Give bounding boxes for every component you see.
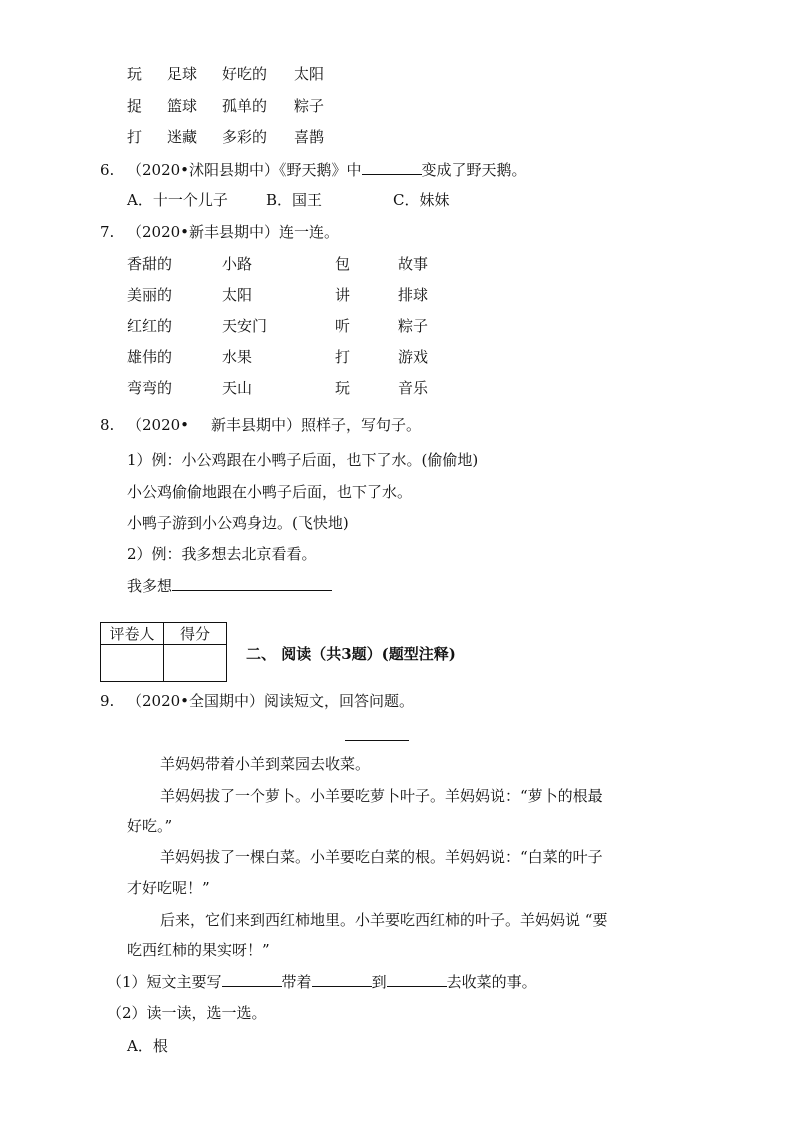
answer-blank[interactable] [362, 160, 422, 175]
word: 足球 [167, 65, 198, 83]
question-number: 7. [100, 223, 115, 241]
title-blank[interactable] [345, 740, 409, 741]
sub1-part: 到 [371, 973, 387, 991]
question-stem [127, 160, 527, 180]
example-1-answer: 小公鸡偷偷地跟在小鸭子后面，也下了水。 [127, 483, 413, 501]
sub1-part: 带着 [281, 973, 312, 991]
word: 红红的 [127, 317, 173, 335]
answer-blank[interactable] [387, 972, 447, 987]
question-stem [127, 415, 421, 435]
word: 排球 [398, 286, 429, 304]
word: 玩 [127, 65, 143, 83]
word: 音乐 [398, 379, 429, 397]
question-number: 9. [100, 692, 115, 710]
word: 游戏 [398, 348, 429, 366]
passage-line: 羊妈妈拔了一棵白菜。小羊要吃白菜的根。羊妈妈说：“白菜的叶子 [160, 848, 603, 866]
word: 打 [127, 128, 143, 146]
word: 小路 [222, 255, 253, 273]
passage-line: 吃西红柿的果实呀！” [127, 941, 270, 959]
word: 孤单的 [222, 97, 268, 115]
sub1-part: 去收菜的事。 [446, 973, 537, 991]
word: 雄伟的 [127, 348, 173, 366]
word: 香甜的 [127, 255, 173, 273]
section-2-title: 二、 阅读（共3题）(题型注释) [246, 645, 456, 663]
score-box-header-score: 得分 [164, 623, 227, 645]
word: 包 [335, 255, 351, 273]
question-number: 6. [100, 161, 115, 179]
question-stem: （2020•新丰县期中）连一连。 [127, 223, 340, 241]
task-2 [127, 576, 332, 596]
answer-blank[interactable] [172, 576, 332, 591]
word: 听 [335, 317, 351, 335]
word: 捉 [127, 97, 143, 115]
option-a[interactable]: A．根 [127, 1037, 168, 1055]
word: 玩 [335, 379, 351, 397]
score-cell[interactable] [164, 645, 227, 682]
word: 粽子 [294, 97, 325, 115]
word: 讲 [335, 286, 351, 304]
sub1-part: （1）短文主要写 [107, 973, 222, 991]
score-box [100, 622, 227, 682]
question-number: 8. [100, 416, 115, 434]
example-2: 2）例：我多想去北京看看。 [127, 545, 317, 563]
word: 太阳 [222, 286, 253, 304]
word: 好吃的 [222, 65, 268, 83]
word: 天山 [222, 379, 253, 397]
word: 弯弯的 [127, 379, 173, 397]
passage-line: 羊妈妈带着小羊到菜园去收菜。 [160, 755, 371, 773]
word: 天安门 [222, 317, 268, 335]
word: 故事 [398, 255, 429, 273]
passage-line: 才好吃呢！” [127, 879, 210, 897]
word: 打 [335, 348, 351, 366]
sub-question-2: （2）读一读，选一选。 [107, 1004, 267, 1022]
word: 水果 [222, 348, 253, 366]
answer-blank[interactable] [312, 972, 372, 987]
passage-line: 好吃。” [127, 817, 173, 835]
word: 篮球 [167, 97, 198, 115]
stem-part: （2020•沭阳县期中）《野天鹅》中 [127, 161, 362, 179]
stem-part: 变成了野天鹅。 [421, 161, 527, 179]
question-stem: （2020•全国期中）阅读短文，回答问题。 [127, 692, 415, 710]
answer-blank[interactable] [222, 972, 282, 987]
task-2-prefix: 我多想 [127, 577, 173, 595]
task-1: 小鸭子游到小公鸡身边。(飞快地) [127, 514, 349, 532]
word: 多彩的 [222, 128, 268, 146]
option-b[interactable]: B．国王 [266, 191, 323, 209]
word: 美丽的 [127, 286, 173, 304]
passage-line: 羊妈妈拔了一个萝卜。小羊要吃萝卜叶子。羊妈妈说：“萝卜的根最 [160, 787, 603, 805]
reviewer-cell[interactable] [101, 645, 164, 682]
word: 粽子 [398, 317, 429, 335]
option-c[interactable]: C．妹妹 [393, 191, 450, 209]
word: 太阳 [294, 65, 325, 83]
example-1: 1）例：小公鸡跟在小鸭子后面，也下了水。(偷偷地) [127, 451, 479, 469]
stem-part: 新丰县期中）照样子，写句子。 [211, 416, 422, 434]
word: 迷藏 [167, 128, 198, 146]
sub-question-1 [107, 972, 537, 992]
word: 喜鹊 [294, 128, 325, 146]
stem-part: （2020• [127, 416, 190, 434]
passage-line: 后来，它们来到西红柿地里。小羊要吃西红柿的叶子。羊妈妈说 “要 [160, 911, 608, 929]
score-box-header-reviewer: 评卷人 [101, 623, 164, 645]
option-a[interactable]: A．十一个儿子 [127, 191, 228, 209]
